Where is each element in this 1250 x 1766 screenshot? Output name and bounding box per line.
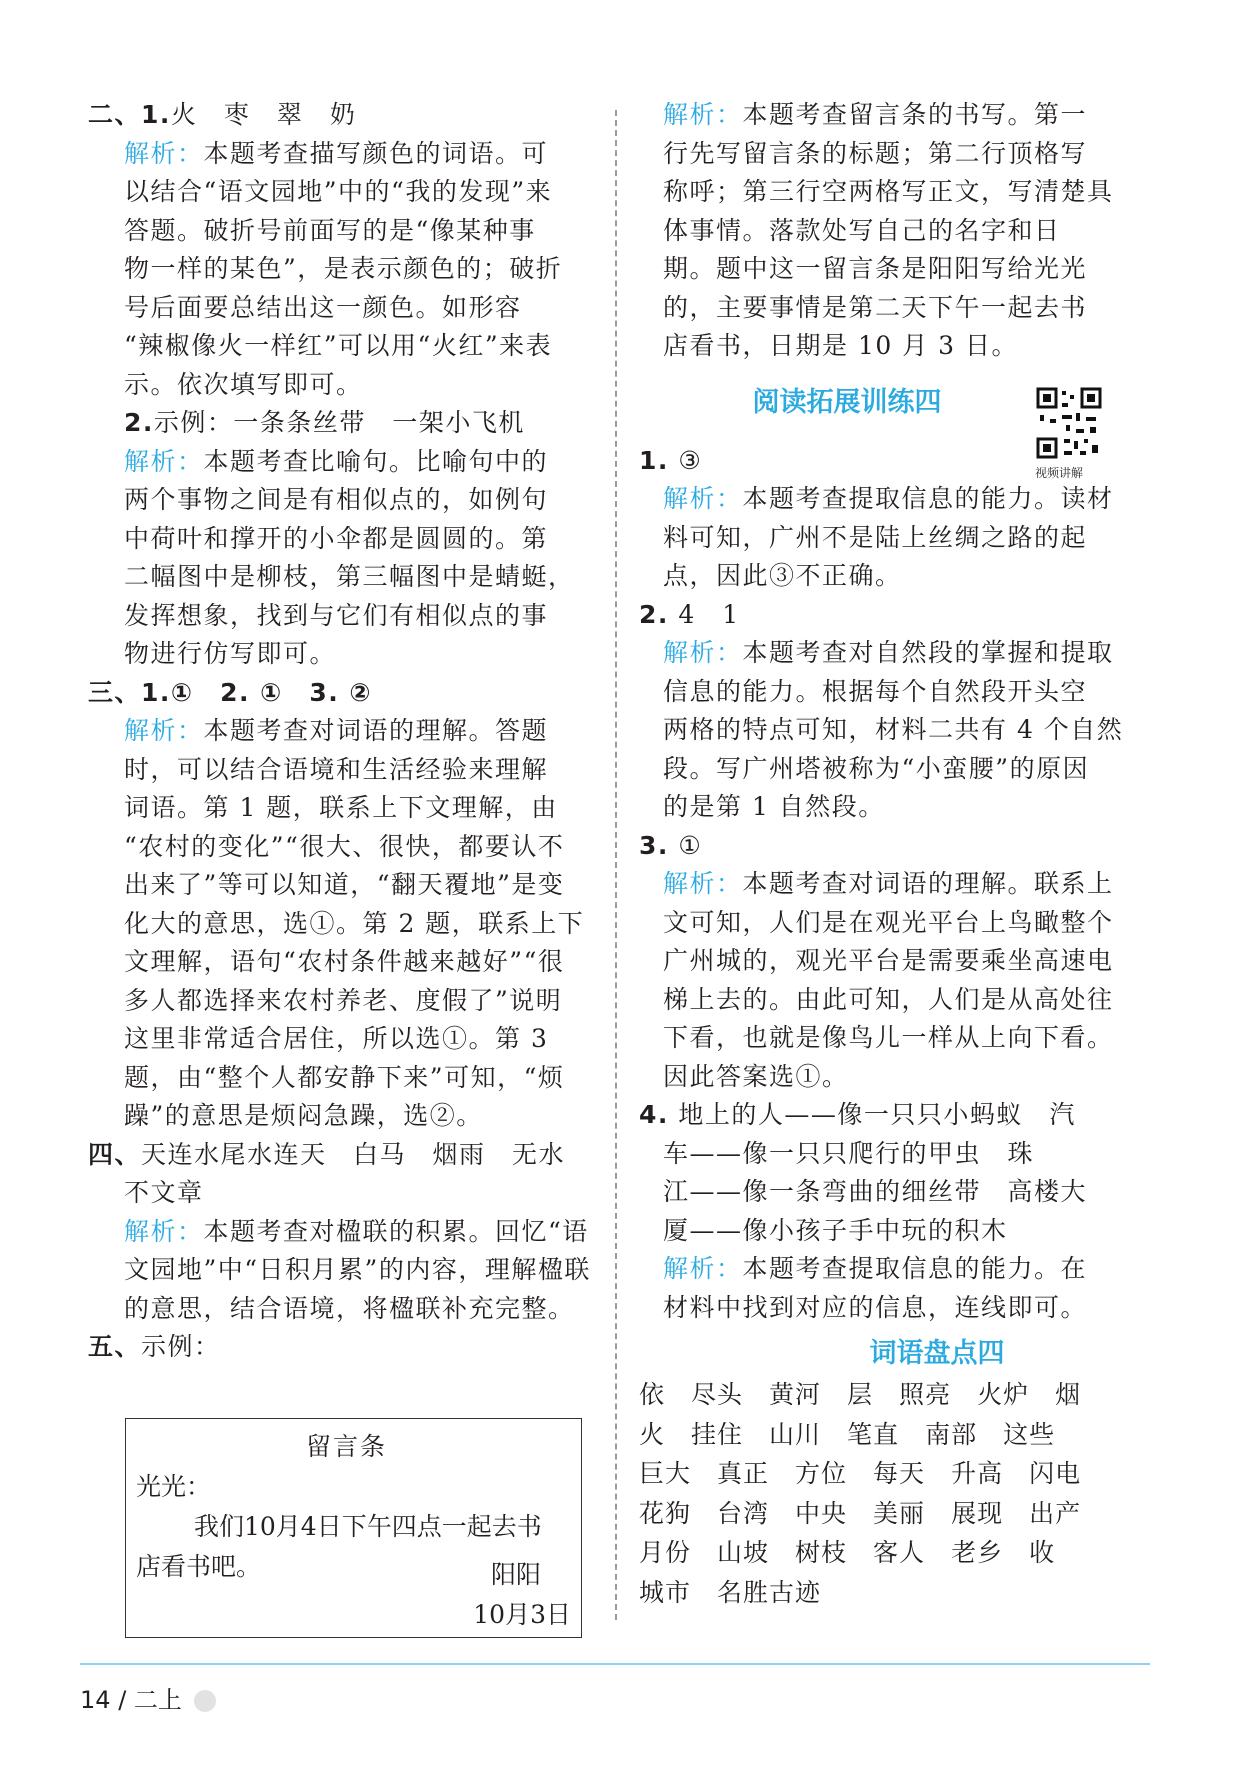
analysis-text: 的是第 1 自然段。 (663, 792, 885, 821)
question-number: 2. (124, 408, 154, 437)
analysis-text: 文理解，语句“农村条件越来越好”“很 (124, 947, 565, 976)
analysis-text: 文可知，人们是在观光平台上鸟瞰整个 (663, 907, 1114, 937)
analysis-label: 解析： (663, 484, 743, 513)
q3-answer: ① (678, 830, 703, 860)
note-salutation: 光光： (136, 1472, 212, 1501)
analysis-line (663, 634, 1151, 673)
analysis-text: 梯上去的。由此可知，人们是从高处往 (663, 984, 1114, 1014)
word: 中央 (795, 1498, 848, 1528)
analysis-label: 解析： (663, 638, 743, 667)
section-4-heading: 四、 (88, 1139, 142, 1169)
word: 依 (639, 1380, 666, 1409)
page-number: 14 (80, 1686, 111, 1714)
analysis-line (88, 135, 593, 174)
analysis-text: 期。题中这一留言条是阳阳写给光光 (663, 254, 1088, 283)
analysis-text: 本题考查对词语的理解。联系上 (742, 869, 1114, 898)
analysis-text: 物一样的某色”，是表示颜色的；破折 (124, 254, 563, 283)
analysis-text: 多人都选择来农村养老、度假了”说明 (124, 985, 563, 1015)
analysis-text: 行先写留言条的标题；第二行顶格写 (663, 138, 1088, 168)
analysis-text: “农村的变化”“很大、很快，都要认不 (124, 831, 565, 861)
analysis-text: 体事情。落款处写自己的名字和日 (663, 215, 1061, 245)
word: 美丽 (873, 1498, 926, 1528)
note-date: 10月3日 (473, 1600, 571, 1629)
analysis-text: 词语。第 1 题，联系上下文理解，由 (124, 793, 558, 822)
word: 这些 (1003, 1419, 1056, 1449)
message-note-box (125, 1418, 582, 1638)
analysis-line (88, 1213, 593, 1252)
analysis-text: 中荷叶和撑开的小伞都是圆圆的。第 (124, 523, 549, 553)
q4-line (639, 1096, 1151, 1135)
section-2-heading: 二、1. (88, 100, 171, 129)
analysis-text: 两格的特点可知，材料二共有 4 个自然 (663, 715, 1124, 744)
analysis-text: 材料中找到对应的信息，连线即可。 (663, 1292, 1088, 1322)
word: 黄河 (769, 1380, 822, 1409)
word: 台湾 (717, 1498, 770, 1528)
word: 照亮 (899, 1380, 952, 1409)
words-section-title: 词语盘点四 (869, 1338, 1005, 1369)
s5-line (88, 1328, 593, 1367)
word: 展现 (951, 1498, 1004, 1528)
analysis-text: 二幅图中是柳枝，第三幅图中是蜻蜓， (124, 562, 575, 591)
qr-label: 视频讲解 (1035, 466, 1084, 480)
grade-label: 二上 (133, 1686, 182, 1714)
analysis-text: 本题考查比喻句。比喻句中的 (203, 446, 549, 476)
analysis-line (663, 1250, 1151, 1289)
analysis-line (663, 96, 1151, 135)
analysis-line (88, 712, 593, 751)
word-row (639, 1454, 1151, 1494)
word: 南部 (925, 1419, 978, 1449)
word-row (639, 1573, 1151, 1613)
analysis-text: 物进行仿写即可。 (124, 639, 337, 668)
word: 花狗 (639, 1498, 692, 1528)
s2-q2-answer: 示例：一条条丝带 一架小飞机 (153, 408, 525, 437)
analysis-text: 下看，也就是像鸟儿一样从上向下看。 (663, 1023, 1114, 1052)
analysis-text: “辣椒像火一样红”可以用“火红”来表 (124, 331, 553, 360)
q3-line (639, 827, 1151, 866)
column-divider (615, 110, 617, 1620)
word: 升高 (951, 1459, 1004, 1488)
word: 闪电 (1029, 1459, 1082, 1488)
analysis-line (88, 443, 593, 482)
analysis-text: 信息的能力。根据每个自然段开头空 (663, 676, 1088, 706)
s3-answers: ① 2. ① 3. ② (170, 677, 373, 707)
word: 城市 (639, 1577, 692, 1607)
question-number: 4. (639, 1100, 669, 1129)
word: 方位 (795, 1459, 848, 1488)
word: 真正 (717, 1459, 770, 1488)
analysis-label: 解析： (124, 138, 204, 168)
word: 尽头 (691, 1380, 744, 1409)
q2-line (639, 596, 1151, 635)
page-footer (80, 1680, 216, 1715)
word-list (639, 1375, 1151, 1612)
analysis-label: 解析： (663, 869, 743, 898)
analysis-text: 发挥想象，找到与它们有相似点的事 (124, 600, 549, 630)
s2-q2-line (88, 404, 593, 443)
footer-rule (80, 1663, 1150, 1665)
word: 出产 (1029, 1498, 1082, 1528)
section-5-heading: 五、 (88, 1332, 142, 1361)
analysis-label: 解析： (663, 100, 743, 129)
analysis-label: 解析： (663, 1254, 743, 1283)
analysis-text: 点，因此③不正确。 (663, 561, 902, 590)
analysis-text: 答题。破折号前面写的是“像某种事 (124, 215, 536, 245)
note-signature: 阳阳 (490, 1560, 541, 1589)
q4-answer: 厦——像小孩子手中玩的积木 (663, 1215, 1008, 1245)
right-column (639, 96, 1151, 1612)
analysis-text: 本题考查对自然段的掌握和提取 (742, 638, 1114, 667)
qr-code-icon[interactable] (1035, 386, 1103, 460)
word-row (639, 1533, 1151, 1573)
analysis-text: 示。依次填写即可。 (124, 369, 363, 399)
question-number: 2. (639, 599, 669, 629)
analysis-text: 的，主要事情是第二天下午一起去书 (663, 292, 1088, 322)
analysis-text: 时，可以结合语境和生活经验来理解 (124, 754, 549, 784)
q2-answer: 4 1 (678, 599, 740, 629)
word: 笔直 (847, 1419, 900, 1449)
s3-line (88, 674, 593, 713)
word-row (639, 1415, 1151, 1455)
question-number: 1. (639, 445, 669, 475)
s4-answer: 不文章 (124, 1178, 204, 1207)
word: 火炉 (977, 1380, 1030, 1409)
analysis-text: 出来了”等可以知道，“翻天覆地”是变 (124, 870, 565, 899)
q1-answer: ③ (678, 445, 703, 475)
s5-label: 示例： (141, 1332, 221, 1361)
analysis-text: 题，由“整个人都安静下来”可知，“烦 (124, 1062, 565, 1092)
analysis-text: 号后面要总结出这一颜色。如形容 (124, 292, 522, 322)
analysis-label: 解析： (124, 446, 204, 476)
section-3-heading: 三、1. (88, 677, 171, 707)
analysis-text: 本题考查对楹联的积累。回忆“语 (203, 1216, 589, 1246)
analysis-text: 躁”的意思是烦闷急躁，选②。 (124, 1101, 483, 1130)
word-row (639, 1494, 1151, 1534)
word: 烟 (1055, 1380, 1082, 1409)
analysis-text: 段。写广州塔被称为“小蛮腰”的原因 (663, 753, 1090, 783)
word: 巨大 (639, 1459, 692, 1488)
s2-q1-line (88, 96, 593, 135)
word: 月份 (639, 1538, 692, 1567)
word: 收 (1029, 1538, 1056, 1567)
brand-logo-icon (194, 1690, 216, 1712)
analysis-text: 这里非常适合居住，所以选①。第 3 (124, 1024, 549, 1053)
word: 树枝 (795, 1538, 848, 1567)
analysis-text: 广州城的，观光平台是需要乘坐高速电 (663, 946, 1114, 975)
words-title-row (663, 1327, 1151, 1375)
analysis-text: 本题考查留言条的书写。第一 (742, 100, 1088, 129)
word: 每天 (873, 1459, 926, 1488)
word: 层 (847, 1380, 874, 1409)
word: 火 (639, 1419, 666, 1449)
word: 名胜古迹 (717, 1577, 822, 1607)
analysis-label: 解析： (124, 716, 204, 745)
word: 山坡 (717, 1538, 770, 1567)
q4-answer: 车——像一只只爬行的甲虫 珠 (663, 1138, 1035, 1168)
s4-answer: 天连水尾水连天 白马 烟雨 无水 (141, 1139, 566, 1169)
analysis-text: 本题考查描写颜色的词语。可 (203, 138, 549, 168)
analysis-text: 两个事物之间是有相似点的，如例句 (124, 485, 549, 514)
question-number: 3. (639, 830, 669, 860)
analysis-text: 料可知，广州不是陆上丝绸之路的起 (663, 522, 1088, 552)
analysis-text: 本题考查提取信息的能力。在 (742, 1254, 1088, 1283)
analysis-text: 文园地”中“日积月累”的内容，理解楹联 (124, 1255, 591, 1284)
note-body: 我们10月4日下午四点一起去书店看书吧。 (136, 1512, 542, 1581)
section-title: 阅读拓展训练四 (752, 386, 942, 418)
analysis-text: 以结合“语文园地”中的“我的发现”来 (124, 177, 553, 206)
word: 客人 (873, 1538, 926, 1567)
analysis-line (663, 480, 1151, 519)
analysis-line (663, 865, 1151, 904)
left-column (88, 96, 593, 1367)
word-row (639, 1375, 1151, 1415)
analysis-text: 因此答案选①。 (663, 1061, 849, 1091)
footer-separator: / (118, 1686, 127, 1714)
note-title: 留言条 (306, 1432, 388, 1461)
q4-answer: 地上的人——像一只只小蚂蚁 汽 (678, 1100, 1076, 1129)
q4-answer: 江——像一条弯曲的细丝带 高楼大 (663, 1177, 1088, 1206)
s4-line (88, 1136, 593, 1175)
word: 老乡 (951, 1538, 1004, 1567)
analysis-text: 化大的意思，选①。第 2 题，联系上下 (124, 908, 585, 938)
analysis-text: 本题考查提取信息的能力。读材 (742, 484, 1114, 513)
analysis-label: 解析： (124, 1216, 204, 1246)
word: 山川 (769, 1419, 822, 1449)
analysis-text: 称呼；第三行空两格写正文，写清楚具 (663, 177, 1114, 206)
analysis-text: 店看书，日期是 10 月 3 日。 (663, 331, 1019, 360)
s2-q1-answer: 火 枣 翠 奶 (170, 100, 357, 129)
analysis-text: 的意思，结合语境，将楹联补充完整。 (124, 1293, 575, 1323)
word: 挂住 (691, 1419, 744, 1449)
analysis-text: 本题考查对词语的理解。答题 (203, 716, 549, 745)
